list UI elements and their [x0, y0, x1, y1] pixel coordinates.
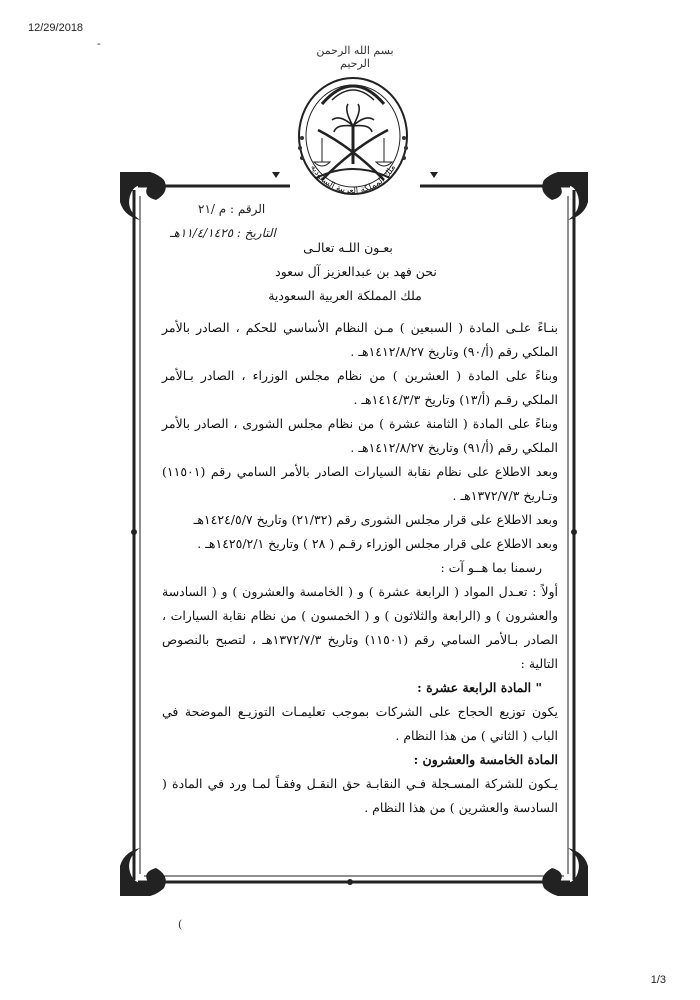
clause-first: أولاً : تعـدل المواد ( الرابعة عشرة ) و ( الخامسة والعشرون ) و ( السادسة والعشرون ) و (الرابعة والثلاثون ) و ( الخمسون ) من نظام نقابة السيارات ، الصادر بـالأمر السامي رقم (١١٥٠١) وتاريخ ١٣٧٢/٧/٣هـ ، لتصبح بالنصوص التالية :	[162, 584, 559, 671]
preamble-paragraph: وبناءً على المادة ( الثامنة عشرة ) من نظام مجلس الشورى ، الصادر بالأمر الملكي رقم (أ/٩١) وتاريخ ١٤١٢/٨/٢٧هـ .	[162, 416, 558, 455]
frame-corner-top-right	[542, 172, 588, 220]
preamble-paragraph: بنـاءً علـى المادة ( السبعين ) مـن النظام الأساسي للحكم ، الصادر بالأمر الملكي رقم (أ/٩٠) وتاريخ ١٤١٢/٨/٢٧هـ .	[162, 320, 558, 359]
print-date: 12/29/2018	[28, 22, 84, 34]
article-14-title: " المادة الرابعة عشرة :	[417, 680, 542, 695]
page-indicator: 1/3	[650, 974, 666, 986]
emblem-caption: ملك المملكة العربية السعودية	[308, 163, 398, 197]
article-25-title: المادة الخامسة والعشرون :	[413, 752, 558, 767]
decree-number: الرقم : م /٢١	[198, 202, 266, 216]
basmala-calligraphy: بسم الله الرحمن الرحيم	[316, 44, 394, 70]
article-14-text: يكون توزيع الحجاج على الشركات بموجب تعليمـات التوزيـع الموضحة في الباب ( الثاني ) من هذا النظام .	[162, 704, 558, 743]
opening-phrase: بعـون اللـه تعالـى	[303, 240, 393, 255]
stray-dash-mark: -	[97, 37, 101, 50]
article-25-text: يـكون للشركة المسـجلة فـي النقابـة حق النقـل وفقـاً لمـا ورد في المادة ( السادسة والعشرين ) من هذا النظام .	[162, 776, 558, 815]
preamble-paragraph: وبناءً على المادة ( العشرين ) من نظام مجلس الوزراء ، الصادر بـالأمر الملكي رقـم (أ/١٣) وتاريخ ١٤١٤/٣/٣هـ .	[162, 368, 558, 407]
king-name: نحن فهد بن عبدالعزيز آل سعود	[275, 264, 437, 279]
frame-corner-top-left	[120, 172, 166, 220]
decree-phrase: رسمنا بما هــو آت :	[440, 560, 542, 575]
preamble-paragraph: وبعد الاطلاع على قرار مجلس الوزراء رقـم ( ٢٨ ) وتاريخ ١٤٢٥/٢/١هـ .	[197, 536, 558, 551]
preamble-paragraph: وبعد الاطلاع على نظام نقابة السيارات الصادر بالأمر السامي رقم (١١٥٠١) وتـاريخ ١٣٧٢/٧/٣هـ .	[162, 464, 558, 503]
decree-body	[162, 236, 558, 820]
preamble-paragraph: وبعد الاطلاع على قرار مجلس الشورى رقم (٢١/٣٢) وتاريخ ١٤٢٤/٥/٧هـ	[193, 512, 558, 527]
king-title: ملك المملكة العربية السعودية	[268, 288, 422, 303]
frame-corner-bottom-right	[542, 848, 588, 896]
frame-corner-bottom-left	[120, 848, 166, 896]
stray-paren-mark: (	[178, 918, 183, 931]
frame-ornament-left	[268, 172, 284, 178]
decree-date: التاريخ : ١١/٤/١٤٢٥هـ	[170, 226, 276, 240]
frame-ornament-right	[426, 172, 442, 178]
